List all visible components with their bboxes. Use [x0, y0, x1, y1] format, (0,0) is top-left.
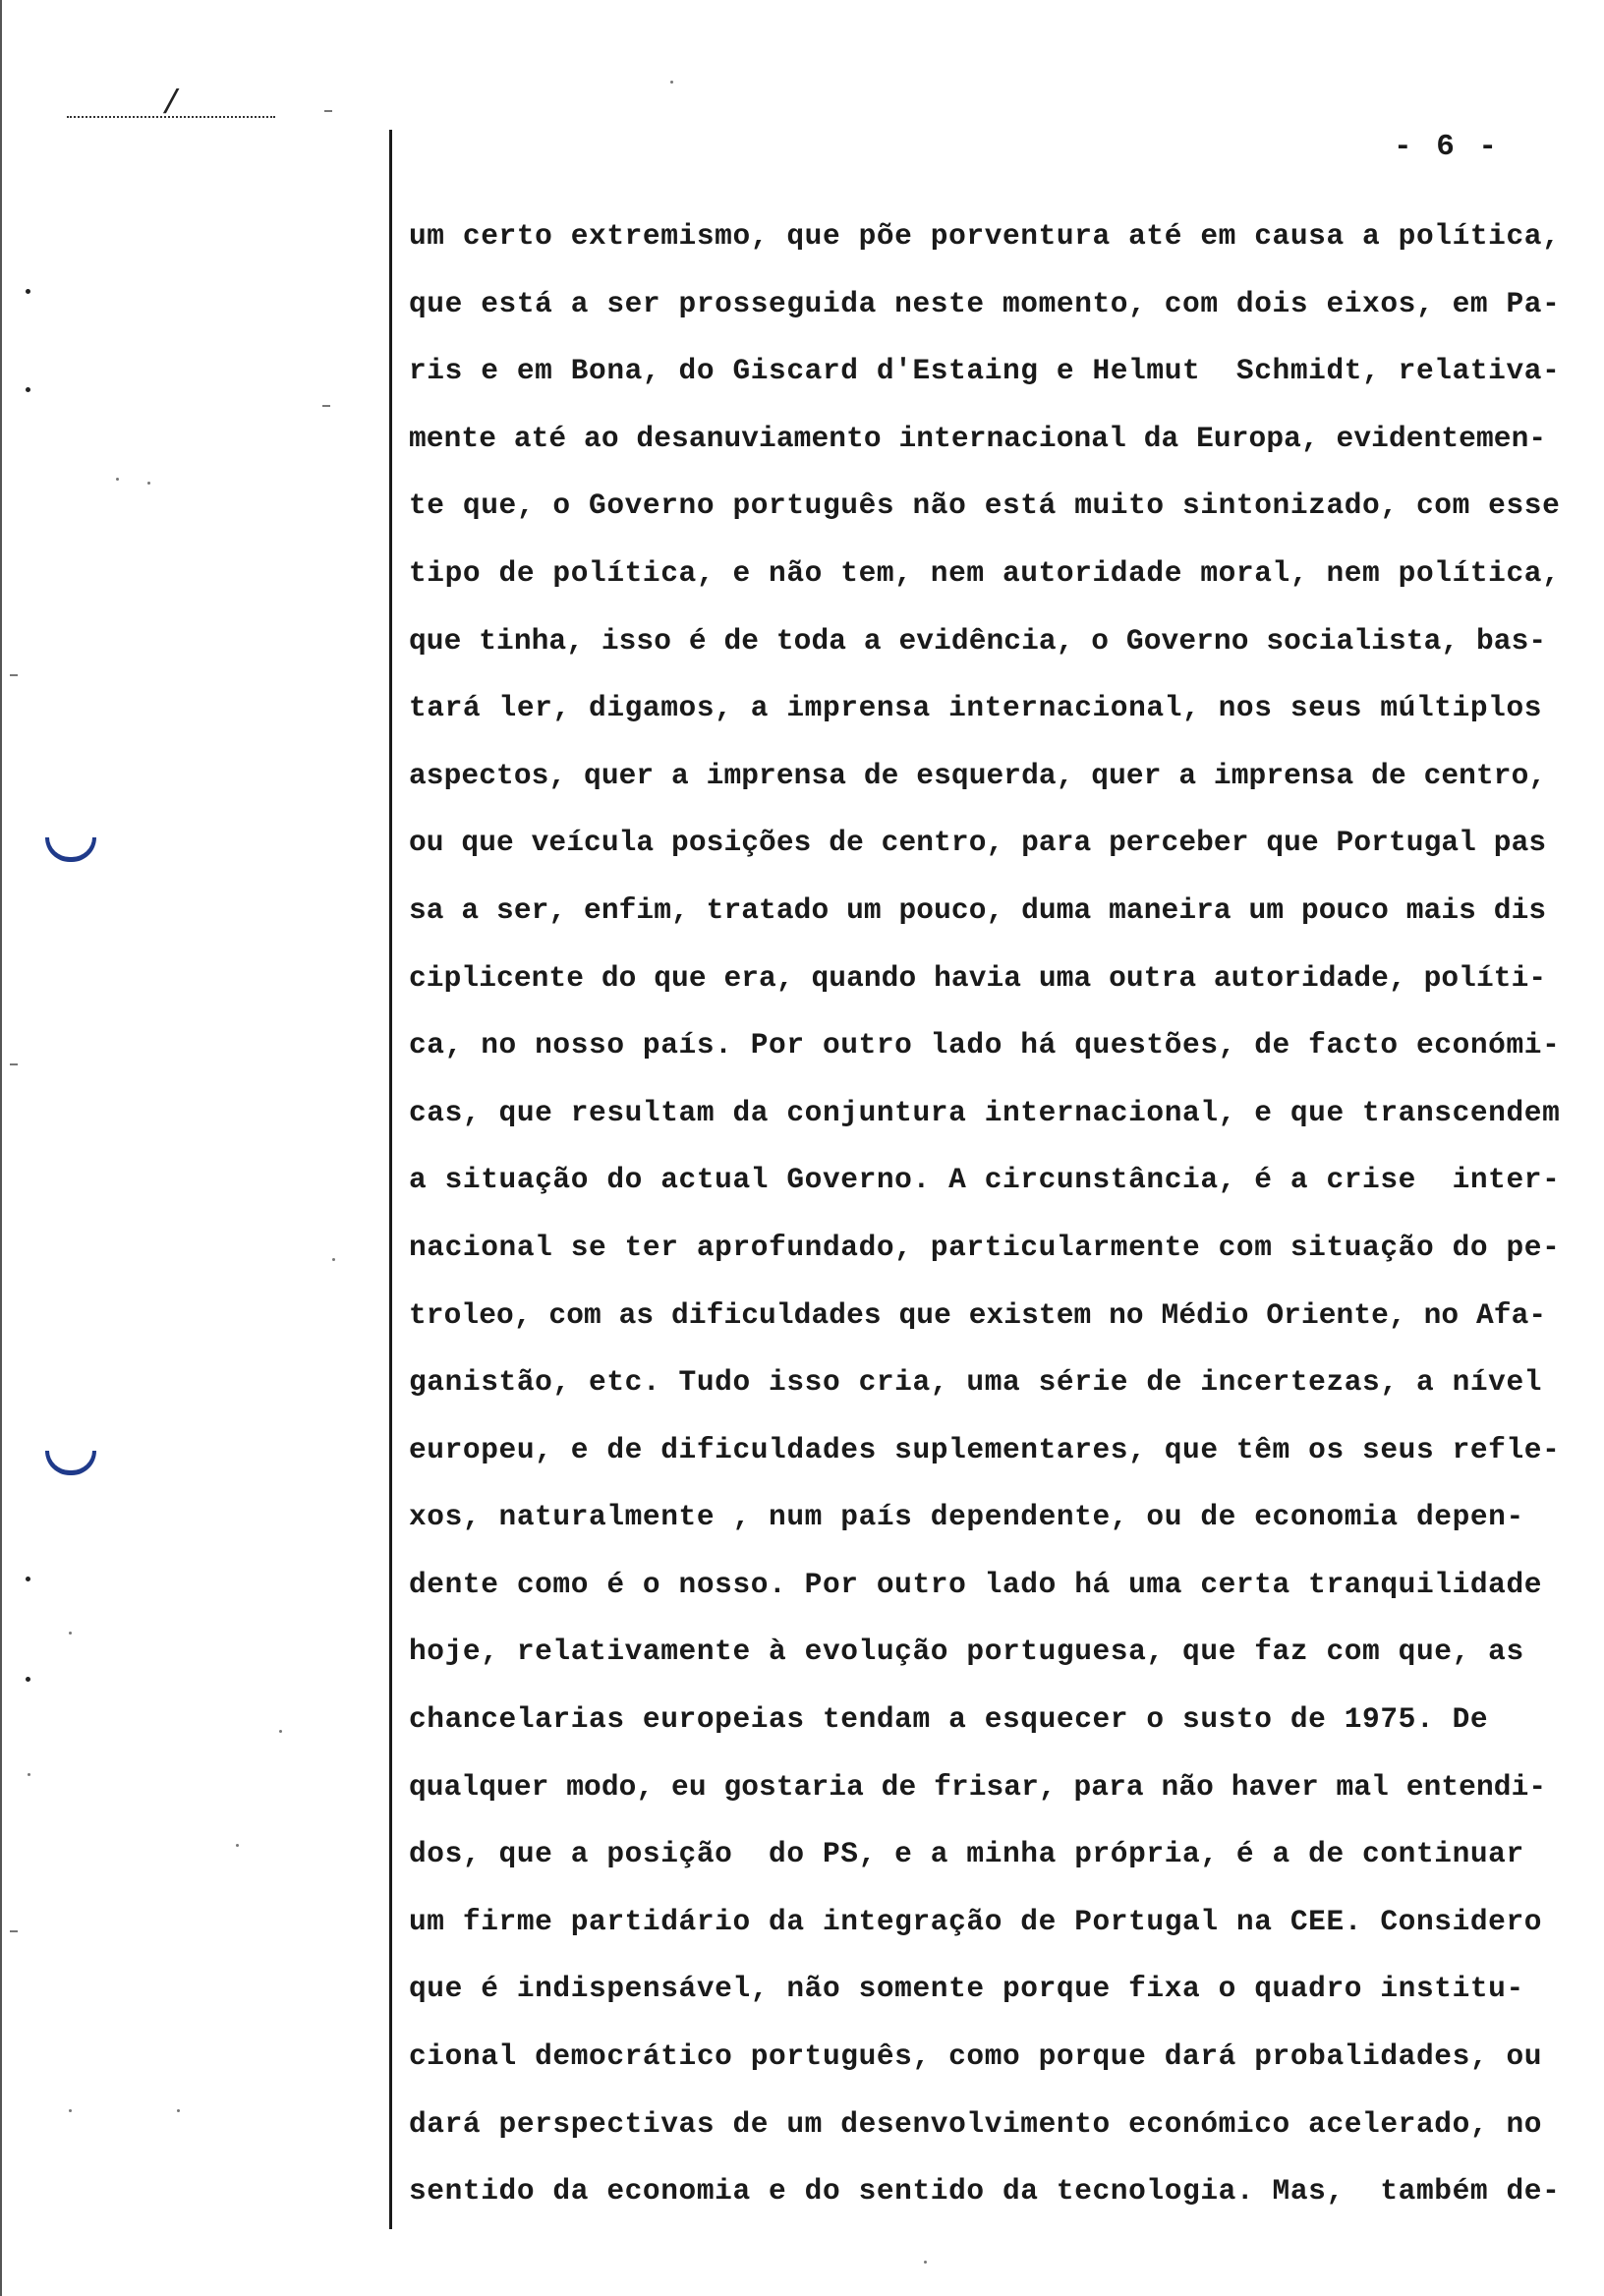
text-line: tipo de política, e não tem, nem autoridade moral, nem política,	[409, 555, 1561, 590]
text-line: ciplicente do que era, quando havia uma outra autoridade, políti-	[409, 960, 1547, 995]
margin-mark-slash: /	[161, 86, 182, 124]
text-line: te que, o Governo português não está muito sintonizado, com esse	[409, 488, 1561, 523]
scan-speck	[279, 1730, 282, 1733]
margin-mark	[67, 86, 275, 124]
scan-speck	[147, 482, 150, 485]
body-text	[409, 216, 1600, 2239]
text-line: um certo extremismo, que põe porventura até em causa a política,	[409, 219, 1561, 253]
text-line: ou que veícula posições de centro, para perceber que Portugal pas	[409, 826, 1547, 860]
vertical-margin-line	[389, 130, 392, 2229]
scan-speck	[26, 1577, 30, 1581]
scan-speck	[69, 1632, 72, 1635]
scan-speck	[26, 387, 30, 392]
text-line: mente até ao desanuviamento internacional da Europa, evidentemen-	[409, 421, 1547, 455]
text-line: cional democrático português, como porque dará probalidades, ou	[409, 2039, 1543, 2074]
scan-speck	[670, 81, 673, 84]
scan-speck	[26, 289, 30, 294]
scan-speck	[924, 2261, 927, 2264]
page-number: - 6 -	[1394, 130, 1501, 164]
scan-speck	[177, 2109, 180, 2112]
text-line: tará ler, digamos, a imprensa internacional, nos seus múltiplos	[409, 691, 1543, 725]
text-line: europeu, e de dificuldades suplementares, que têm os seus refle-	[409, 1432, 1561, 1466]
text-line: ca, no nosso país. Por outro lado há questões, de facto económi-	[409, 1028, 1561, 1062]
scan-tick	[10, 1063, 18, 1065]
punch-hole-top	[45, 837, 96, 862]
text-line: aspectos, quer a imprensa de esquerda, quer a imprensa de centro,	[409, 758, 1547, 792]
text-line: dará perspectivas de um desenvolvimento económico acelerado, no	[409, 2106, 1543, 2141]
page-left-edge	[0, 0, 2, 2296]
text-line: hoje, relativamente à evolução portuguesa, que faz com que, as	[409, 1635, 1524, 1669]
text-line: cas, que resultam da conjuntura internacional, e que transcendem	[409, 1095, 1561, 1129]
text-line: dente como é o nosso. Por outro lado há uma certa tranquilidade	[409, 1567, 1543, 1601]
scan-tick	[322, 405, 330, 407]
text-line: que tinha, isso é de toda a evidência, o Governo socialista, bas-	[409, 623, 1547, 658]
punch-hole-bottom	[45, 1451, 96, 1475]
text-line: ris e em Bona, do Giscard d'Estaing e Helmut Schmidt, relativa-	[409, 354, 1561, 388]
text-line: um firme partidário da integração de Portugal na CEE. Considero	[409, 1904, 1543, 1938]
text-line: qualquer modo, eu gostaria de frisar, para não haver mal entendi-	[409, 1769, 1547, 1804]
text-line: sentido da economia e do sentido da tecnologia. Mas, também de-	[409, 2174, 1561, 2209]
scan-speck	[28, 1773, 30, 1776]
scan-tick	[10, 674, 18, 676]
text-line: que é indispensável, não somente porque fixa o quadro institu-	[409, 1972, 1524, 2006]
scan-tick	[10, 1930, 18, 1932]
scan-speck	[69, 2109, 72, 2112]
text-line: dos, que a posição do PS, e a minha própria, é a de continuar	[409, 1837, 1524, 1871]
text-line: chancelarias europeias tendam a esquecer o susto de 1975. De	[409, 1702, 1489, 1737]
text-line: xos, naturalmente , num país dependente, ou de economia depen-	[409, 1500, 1524, 1534]
scan-speck	[26, 1677, 30, 1682]
scan-tick	[324, 110, 332, 112]
text-line: que está a ser prosseguida neste momento, com dois eixos, em Pa-	[409, 286, 1561, 320]
scan-speck	[236, 1844, 239, 1847]
text-line: troleo, com as dificuldades que existem no Médio Oriente, no Afa-	[409, 1297, 1547, 1332]
text-line: nacional se ter aprofundado, particularmente com situação do pe-	[409, 1230, 1561, 1264]
text-line: a situação do actual Governo. A circunstância, é a crise inter-	[409, 1163, 1561, 1197]
text-line: sa a ser, enfim, tratado um pouco, duma maneira um pouco mais dis	[409, 892, 1547, 927]
scan-speck	[332, 1258, 335, 1261]
text-line: ganistão, etc. Tudo isso cria, uma série de incertezas, a nível	[409, 1365, 1543, 1400]
scan-speck	[116, 478, 119, 481]
